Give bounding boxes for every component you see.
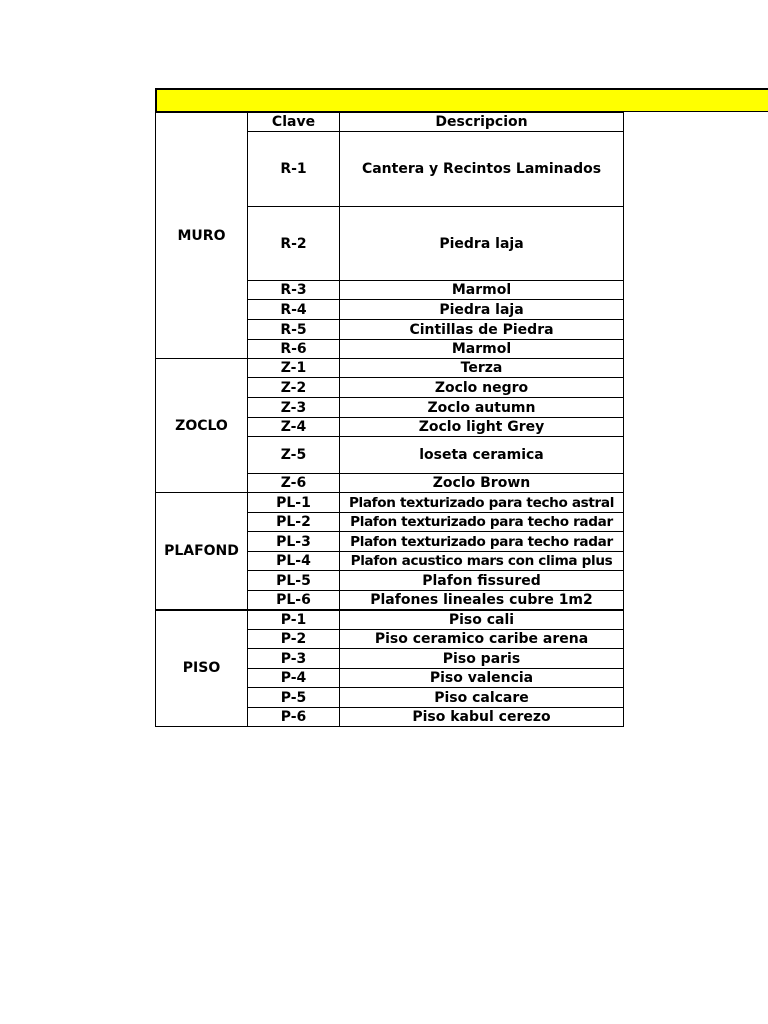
description-cell: Plafon texturizado para techo radar (340, 532, 624, 552)
materials-table (155, 112, 624, 727)
clave-cell: Z-6 (248, 474, 340, 493)
clave-cell: Z-3 (248, 398, 340, 418)
description-cell: Plafones lineales cubre 1m2 (340, 591, 624, 610)
column-header-descripcion: Descripcion (340, 113, 624, 132)
description-cell: Piso valencia (340, 669, 624, 688)
clave-cell: P-1 (248, 610, 340, 630)
description-cell: Cantera y Recintos Laminados (340, 132, 624, 207)
table-row (156, 359, 624, 378)
description-cell: Zoclo Brown (340, 474, 624, 493)
clave-cell: R-5 (248, 320, 340, 340)
clave-cell: P-3 (248, 649, 340, 669)
clave-cell: P-6 (248, 708, 340, 727)
description-cell: Plafon texturizado para techo astral (340, 493, 624, 513)
clave-cell: R-4 (248, 300, 340, 320)
description-cell: Piedra laja (340, 207, 624, 281)
clave-cell: Z-4 (248, 418, 340, 437)
description-cell: Piso paris (340, 649, 624, 669)
clave-cell: R-3 (248, 281, 340, 300)
description-cell: Cintillas de Piedra (340, 320, 624, 340)
clave-cell: PL-4 (248, 552, 340, 571)
description-cell: Piso ceramico caribe arena (340, 630, 624, 649)
description-cell: Piedra laja (340, 300, 624, 320)
clave-cell: PL-2 (248, 513, 340, 532)
description-cell: Plafon acustico mars con clima plus (340, 552, 624, 571)
clave-cell: R-6 (248, 340, 340, 359)
clave-cell: P-4 (248, 669, 340, 688)
category-cell: PISO (156, 610, 248, 727)
category-cell: PLAFOND (156, 493, 248, 610)
clave-cell: PL-3 (248, 532, 340, 552)
column-header-clave: Clave (248, 113, 340, 132)
clave-cell: PL-6 (248, 591, 340, 610)
header-row (156, 113, 624, 132)
description-cell: Piso calcare (340, 688, 624, 708)
category-cell: MURO (156, 113, 248, 359)
description-cell: Piso cali (340, 610, 624, 630)
clave-cell: PL-5 (248, 571, 340, 591)
description-cell: Zoclo light Grey (340, 418, 624, 437)
clave-cell: P-2 (248, 630, 340, 649)
clave-cell: Z-5 (248, 437, 340, 474)
description-cell: Zoclo negro (340, 378, 624, 398)
clave-cell: Z-1 (248, 359, 340, 378)
description-cell: Piso kabul cerezo (340, 708, 624, 727)
clave-cell: Z-2 (248, 378, 340, 398)
description-cell: loseta ceramica (340, 437, 624, 474)
header-band (155, 88, 768, 112)
table-row (156, 610, 624, 630)
category-cell: ZOCLO (156, 359, 248, 493)
clave-cell: R-1 (248, 132, 340, 207)
table-row (156, 493, 624, 513)
clave-cell: P-5 (248, 688, 340, 708)
clave-cell: R-2 (248, 207, 340, 281)
description-cell: Marmol (340, 340, 624, 359)
description-cell: Zoclo autumn (340, 398, 624, 418)
description-cell: Plafon texturizado para techo radar (340, 513, 624, 532)
description-cell: Terza (340, 359, 624, 378)
description-cell: Marmol (340, 281, 624, 300)
clave-cell: PL-1 (248, 493, 340, 513)
description-cell: Plafon fissured (340, 571, 624, 591)
